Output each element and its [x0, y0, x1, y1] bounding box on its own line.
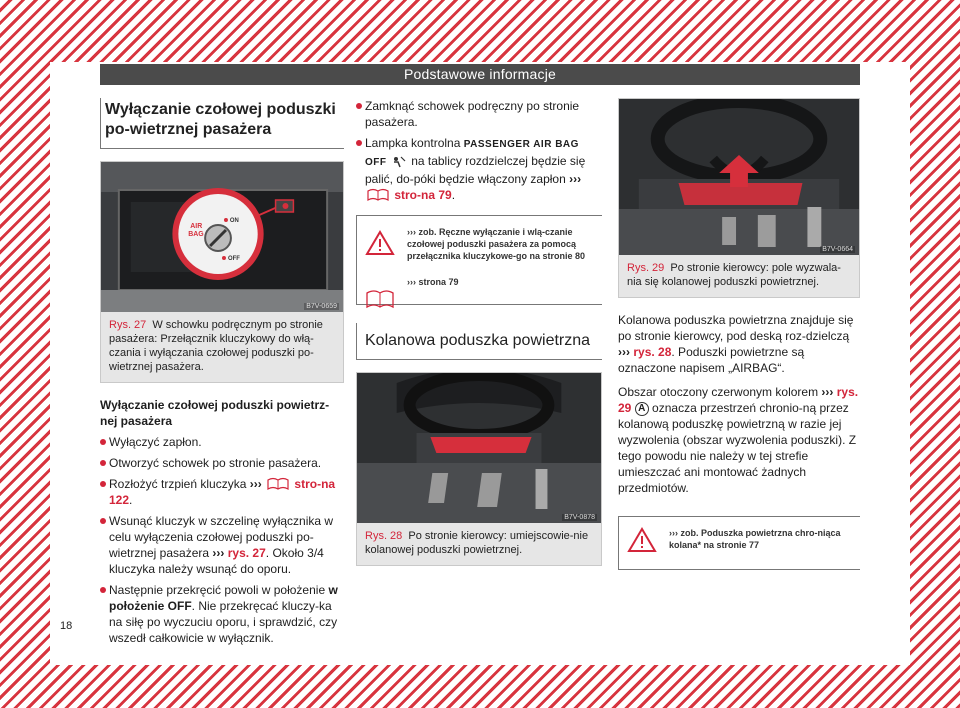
step-7-mid: na tablicy rozdzielczej będzie się palić, do-póki będzie włączony zapłon [365, 154, 586, 186]
step-3 [100, 476, 344, 508]
figure-link-29[interactable]: rys. 29 [618, 385, 859, 415]
paragraph-deploy-area [618, 384, 860, 496]
marker-a-badge: A [635, 402, 649, 416]
warning-box-knee [618, 516, 860, 570]
glovebox-illustration [101, 162, 343, 312]
label-bag: BAG [188, 230, 204, 239]
step-4 [100, 513, 344, 577]
step-5-end: . Nie przekręcać kluczy-ka na siłę po wyczuciu oporu, i sprawdzić, czy wszedł całkowicie w wyłącznik. [109, 599, 338, 645]
warning-triangle-icon [365, 230, 395, 256]
note-book-icon [365, 288, 395, 310]
figure-code: B7V-0664 [822, 246, 853, 253]
step-5-bold: w położenie OFF [109, 583, 338, 613]
step-2: Otworzyć schowek po stronie pasażera. [100, 455, 344, 471]
step-1: Wyłączyć zapłon. [100, 434, 344, 450]
figure-caption [101, 312, 343, 382]
airbag-off-icon [392, 156, 406, 168]
paragraph-knee-airbag-location [618, 312, 860, 376]
figure-ref: Rys. 29 [627, 262, 665, 274]
step-3-end: . [129, 493, 133, 507]
note-text[interactable]: ››› strona 79 [407, 277, 459, 287]
step-7-text: Lampka kontrolna [365, 136, 461, 150]
para-2-end: oznacza przestrzeń chronio-ną przez kolanową poduszkę powietrzną w razie jej wyzwolenia (obszar wyzwolenia poduszki). Z tego powodu nie należy w tej strefie umieszczać ani montować żadnych przedmiotów. [618, 401, 857, 495]
caption-text: W schowku podręcznym po stronie pasażera: Przełącznik kluczykowy do włą-czania i wyłączania czołowej poduszki po-wietrznej pasażera. [109, 319, 323, 373]
arrows: ››› [821, 385, 834, 399]
figure-28 [356, 372, 602, 566]
label-air: AIR [190, 222, 203, 231]
arrows: ››› [569, 172, 582, 186]
column-left [100, 98, 344, 651]
figure-code: B7V-0659 [306, 303, 337, 310]
column-middle [356, 98, 602, 580]
knee-airbag-photo [357, 373, 601, 523]
knee-area-illustration [619, 99, 859, 255]
page-number: 18 [60, 620, 73, 632]
arrows: ››› [212, 546, 225, 560]
figure-ref: Rys. 28 [365, 530, 403, 542]
label-on: ON [229, 217, 239, 225]
subheading-disable: Wyłączanie czołowej poduszki powietrz-nej pasażera [100, 398, 330, 428]
figure-link-27[interactable]: rys. 27 [227, 546, 266, 560]
label-off: OFF [227, 255, 240, 263]
step-7 [356, 135, 602, 203]
knee-airbag-illustration [357, 373, 601, 523]
section-title-passenger-airbag: Wyłączanie czołowej poduszki po-wietrznej pasażera [100, 98, 344, 149]
page-header: Podstawowe informacje [100, 64, 860, 85]
figure-caption [619, 255, 859, 297]
book-ref-icon [267, 477, 289, 491]
step-4-end: . Około 3/4 kluczyka należy wsunąć do oporu. [109, 546, 324, 576]
page-link-122[interactable]: stro-na 122 [109, 477, 336, 507]
page-link-79[interactable]: stro-na 79 [394, 188, 452, 202]
step-7-end: . [451, 188, 456, 202]
figure-ref: Rys. 27 [109, 319, 147, 331]
step-6: Zamknąć schowek podręczny po stronie pasażera. [356, 98, 602, 130]
warning-triangle-icon [627, 527, 657, 553]
step-5-text: Następnie przekręcić powoli w położenie [109, 583, 326, 597]
arrows: ››› [618, 345, 630, 359]
indicator-lamp-label: PASSENGER AIR BAG OFF [365, 139, 579, 168]
section-title-knee-airbag: Kolanowa poduszka powietrzna [356, 323, 602, 360]
arrows: ››› [249, 477, 262, 491]
para-1-end: . Poduszki powietrzne są oznaczone napisem „AIRBAG“. [618, 345, 805, 375]
step-5 [100, 582, 344, 646]
para-1-text: Kolanowa poduszka powietrzna znajduje się po stronie kierowcy, pod deską roz-dzielczą [618, 313, 854, 343]
step-4-text: Wsunąć kluczyk w szczelinę wyłącznika w celu wyłączenia czołowej poduszki po-wietrznej pasażera [109, 514, 334, 560]
figure-code: B7V-0878 [564, 514, 595, 521]
figure-caption [357, 523, 601, 565]
caption-text: Po stronie kierowcy: pole wyzwala-nia się kolanowej poduszki powietrznej. [627, 262, 841, 288]
figure-27 [100, 161, 344, 383]
warning-box [356, 215, 602, 305]
column-right [618, 98, 860, 588]
figure-link-28[interactable]: rys. 28 [633, 345, 672, 359]
figure-29 [618, 98, 860, 298]
book-ref-icon [367, 188, 389, 202]
step-3-text: Rozłożyć trzpień kluczyka [109, 477, 247, 491]
warning-text[interactable]: ››› zob. Ręczne wyłączanie i wlą-czanie czołowej poduszki pasażera za pomocą przełącznika kluczykowe-go na stronie 80 [407, 227, 586, 261]
caption-text: Po stronie kierowcy: umiejscowie-nie kolanowej poduszki powietrznej. [365, 530, 589, 556]
glovebox-photo [101, 162, 343, 312]
para-2-text: Obszar otoczony czerwonym kolorem [618, 385, 819, 399]
knee-area-photo [619, 99, 859, 255]
warning-text[interactable]: ››› zob. Poduszka powietrzna chro-niąca kolana* na stronie 77 [669, 528, 841, 550]
